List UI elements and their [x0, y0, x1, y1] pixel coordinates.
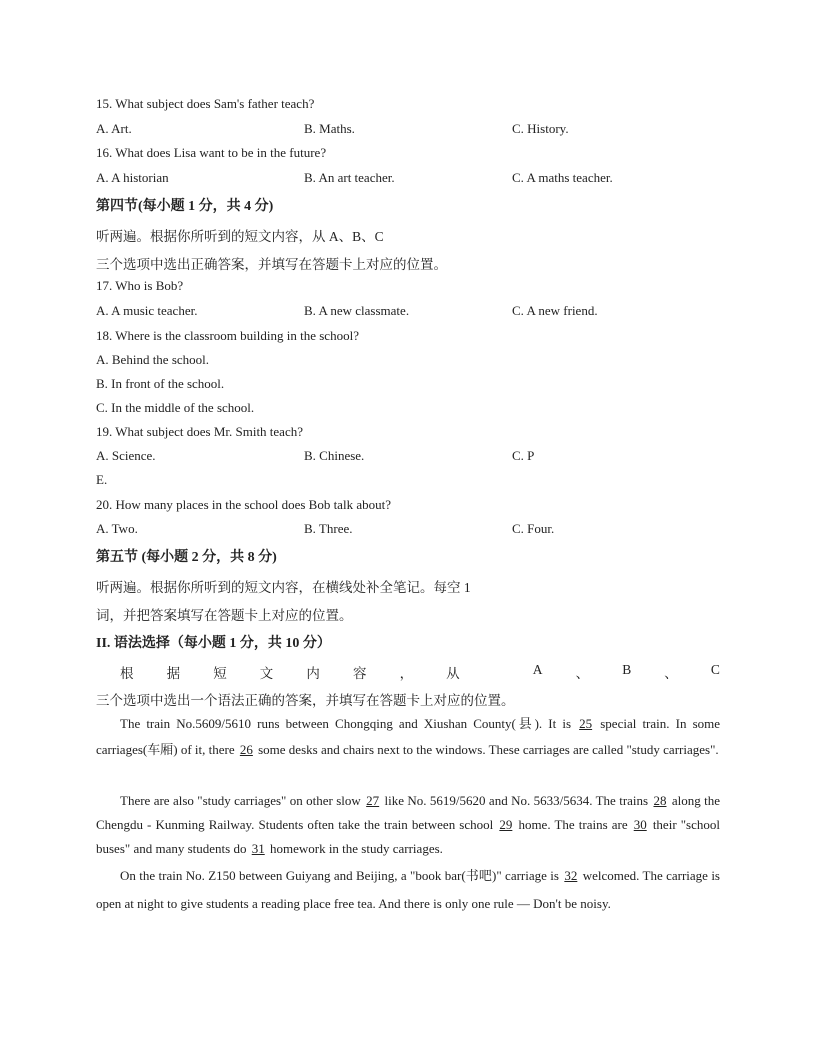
question-17: 17. Who is Bob?: [96, 278, 184, 293]
section-5-instructions-line2: 词，并把答案填写在答题卡上对应的位置。: [96, 608, 353, 623]
question-15: 15. What subject does Sam's father teach?: [96, 96, 315, 111]
instr-char: A: [532, 662, 543, 677]
part-2-instructions-line2: 三个选项中选出一个语法正确的答案，并填写在答题卡上对应的位置。: [96, 693, 515, 708]
q17-option-a: A. A music teacher.: [96, 303, 198, 318]
passage-paragraph-1: The train No.5609/5610 runs between Chongqing and Xiushan County(县). It is 25 special train. In some carriages(车厢) of it, there 26 some desks and chairs next to the windows. These carriages are called "study carriages".: [96, 716, 721, 757]
section-5-instructions-line1: 听两遍。根据你所听到的短文内容，在横线处补全笔记。每空 1: [96, 580, 471, 595]
part-2-instructions-line1: [96, 662, 720, 682]
q20-option-c: C. Four.: [512, 521, 555, 536]
q16-option-c: C. A maths teacher.: [512, 170, 613, 185]
blank-30: 30: [633, 817, 647, 832]
instr-char: 内: [306, 666, 320, 681]
q15-option-a: A. Art.: [96, 121, 132, 136]
section-4-heading: 第四节(每小题 1 分，共 4 分): [96, 199, 274, 214]
q16-option-a: A. A historian: [96, 170, 169, 185]
passage-paragraph-2: There are also "study carriages" on other slow 27 like No. 5619/5620 and No. 5633/5634. The trains 28 along the Chengdu - Kunming Railway. Students often take the train between school 29 home. The trains are 30 their "school buses" and many students do 31 homework in the study carriages.: [96, 793, 721, 856]
q20-option-b: B. Three.: [304, 521, 353, 536]
blank-32: 32: [564, 868, 578, 883]
section-4-instructions-line1: 听两遍。根据你所听到的短文内容，从 A、B、C: [96, 229, 384, 244]
q16-option-b: B. An art teacher.: [304, 170, 395, 185]
instr-char: 据: [166, 666, 181, 681]
q18-option-a: A. Behind the school.: [96, 352, 210, 367]
question-16: 16. What does Lisa want to be in the future?: [96, 145, 327, 160]
blank-25: 25: [579, 716, 593, 731]
q15-option-b: B. Maths.: [304, 121, 355, 136]
instr-char: 容: [352, 666, 367, 681]
q15-option-c: C. History.: [512, 121, 569, 136]
part-2-heading: II. 语法选择（每小题 1 分，共 10 分）: [96, 636, 331, 651]
q18-option-c: C. In the middle of the school.: [96, 400, 255, 415]
blank-31: 31: [251, 841, 265, 856]
instr-char: ，: [399, 666, 414, 681]
q17-option-b: B. A new classmate.: [304, 303, 410, 318]
instr-char: C: [710, 662, 720, 677]
passage-paragraph-3: On the train No. Z150 between Guiyang and Beijing, a "book bar(书吧)" carriage is 32 welcomed. The carriage is open at night to give students a reading place free tea. And there is only one rule — Don't be noisy.: [96, 868, 720, 911]
section-5-heading: 第五节 (每小题 2 分，共 8 分): [96, 550, 277, 565]
q19-option-b: B. Chinese.: [304, 448, 365, 463]
question-19: 19. What subject does Mr. Smith teach?: [96, 424, 303, 439]
q18-option-b: B. In front of the school.: [96, 376, 225, 391]
instr-char: 根: [120, 666, 134, 681]
q19-option-c-continuation: E.: [96, 472, 108, 487]
blank-29: 29: [499, 817, 513, 832]
section-4-instructions-line2: 三个选项中选出正确答案，并填写在答题卡上对应的位置。: [96, 257, 447, 272]
instr-char: 短: [213, 666, 227, 681]
blank-26: 26: [239, 742, 253, 757]
q19-option-c: C. P: [512, 448, 535, 463]
instr-char: B: [622, 662, 632, 677]
question-20: 20. How many places in the school does Bob talk about?: [96, 497, 391, 512]
q20-option-a: A. Two.: [96, 521, 138, 536]
q19-option-a: A. Science.: [96, 448, 156, 463]
instr-char: 从: [446, 666, 460, 681]
question-18: 18. Where is the classroom building in the school?: [96, 328, 359, 343]
blank-28: 28: [653, 793, 667, 808]
instr-char: 、: [664, 666, 678, 681]
instr-char: 、: [575, 666, 590, 681]
blank-27: 27: [366, 793, 380, 808]
instr-char: 文: [259, 666, 274, 681]
q17-option-c: C. A new friend.: [512, 303, 598, 318]
